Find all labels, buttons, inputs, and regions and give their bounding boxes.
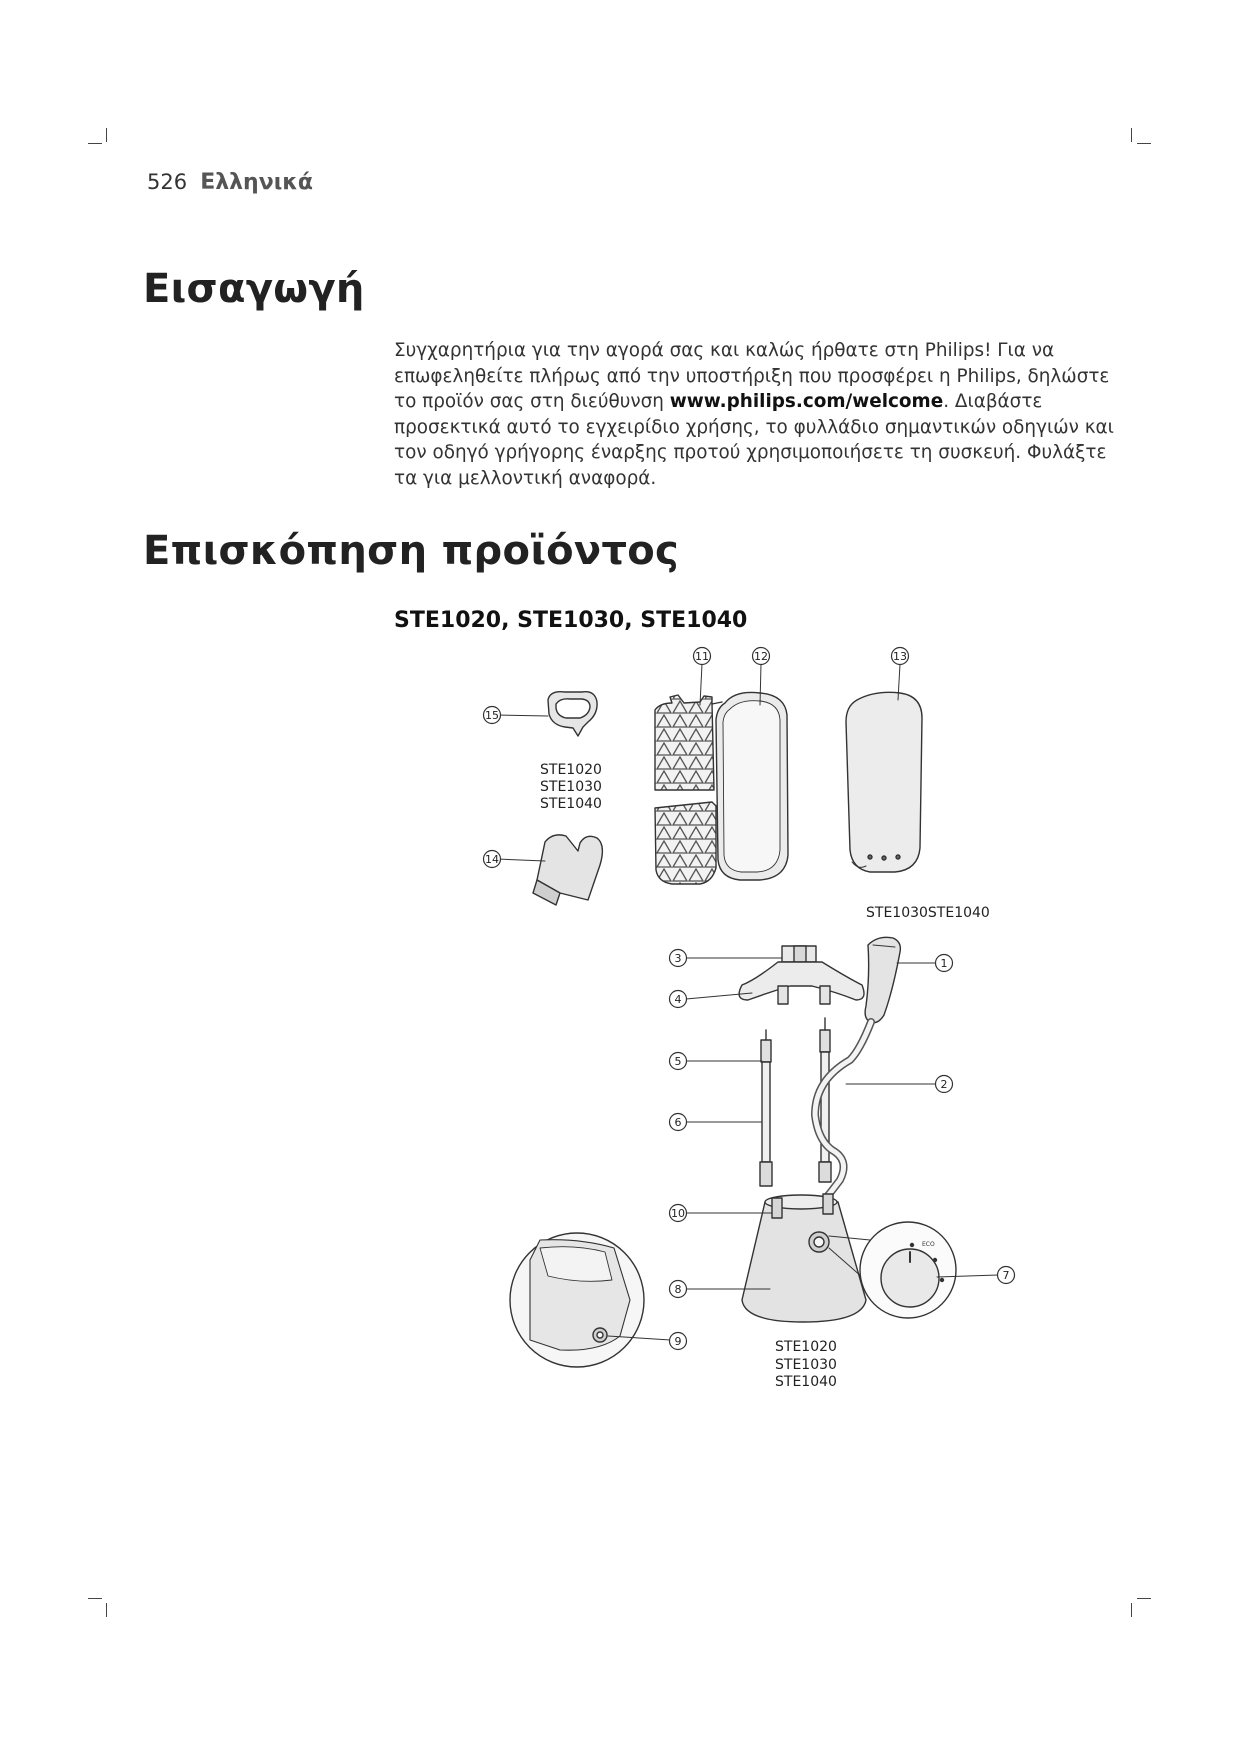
callout-1: 1: [940, 957, 948, 970]
intro-text-start: Συγχαρητήρια για την αγορά σας και καλώς ήρθατε στη Philips! Για να επωφεληθείτε πλήρως από την υποστήριξη που προσφέρει η Philips, δηλώστε το προϊόν σας στη διεύθυνση: [394, 340, 1110, 413]
accessory-model-1: STE1020: [540, 762, 602, 778]
callout-2: 2: [940, 1078, 948, 1091]
callout-9: 9: [674, 1335, 682, 1348]
callout-5: 5: [674, 1055, 682, 1068]
board-models-label: STE1030STE1040: [866, 905, 990, 921]
board-frame-icon: [655, 695, 724, 884]
callout-4: 4: [674, 993, 682, 1006]
ironing-board-icon: [846, 692, 922, 872]
intro-text-end: . Διαβάστε προσεκτικά αυτό το εγχειρίδιο χρήσης, το φυλλάδιο σημαντικών οδηγιών και τον οδηγό γρήγορης έναρξης προτού χρησιμοποιήσετε τη συσκευή. Φυλάξτε τα για μελλοντική αναφορά.: [394, 391, 1114, 489]
page-language: Ελληνικά: [200, 170, 314, 195]
overview-heading: Επισκόπηση προϊόντος: [143, 528, 680, 574]
base-model-2: STE1030: [775, 1357, 837, 1373]
accessory-model-2: STE1030: [540, 779, 602, 795]
board-cover-icon: [716, 692, 788, 880]
base-model-3: STE1040: [775, 1374, 837, 1390]
callout-14: 14: [485, 853, 499, 866]
glove-icon: [533, 835, 602, 905]
steam-plate-icon: [548, 692, 597, 736]
callout-10: 10: [671, 1207, 685, 1220]
models-title: STE1020, STE1030, STE1040: [394, 608, 748, 633]
callout-11: 11: [695, 650, 709, 663]
svg-text:ECO: ECO: [922, 1241, 935, 1248]
callout-13: 13: [893, 650, 907, 663]
callout-12: 12: [754, 650, 768, 663]
callout-8: 8: [674, 1283, 682, 1296]
base-model-1: STE1020: [775, 1339, 837, 1355]
callout-3: 3: [674, 952, 682, 965]
drain-cap-zoom-icon: [510, 1233, 644, 1367]
callout-15: 15: [485, 709, 499, 722]
callout-7: 7: [1002, 1269, 1010, 1282]
garment-hanger-icon: [739, 946, 864, 1004]
welcome-link[interactable]: www.philips.com/welcome: [669, 391, 944, 413]
intro-heading: Εισαγωγή: [143, 266, 365, 312]
page-number: 526: [147, 170, 188, 194]
accessory-model-3: STE1040: [540, 796, 602, 812]
callout-6: 6: [674, 1116, 682, 1129]
